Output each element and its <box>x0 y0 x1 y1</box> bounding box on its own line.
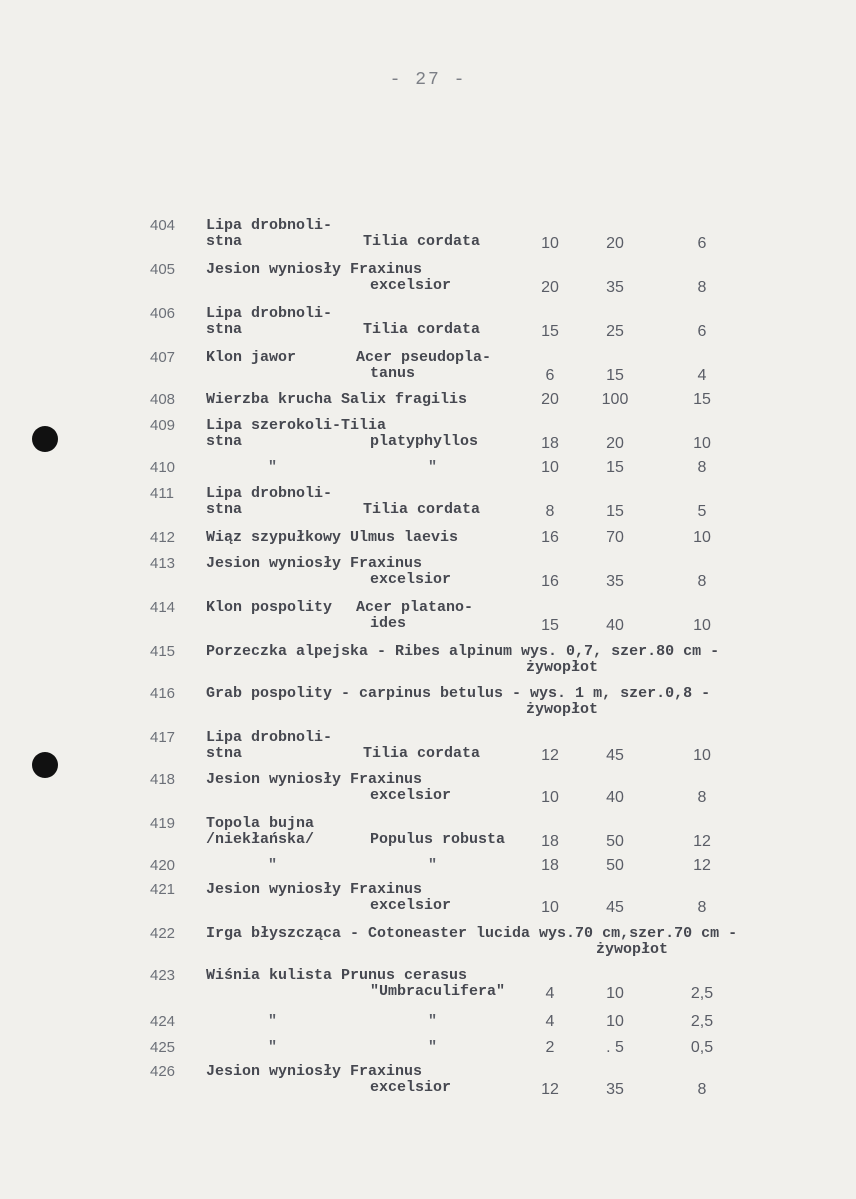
height-value: 16 <box>541 529 559 546</box>
diameter-value: 50 <box>606 857 624 874</box>
ditto-mark: " <box>268 1013 278 1030</box>
row-number: 411 <box>150 485 174 502</box>
height-value: 10 <box>541 899 559 916</box>
polish-name: Jesion wyniosły Fraxinus <box>206 1063 423 1080</box>
crown-value: 12 <box>693 833 711 850</box>
height-value: 18 <box>541 833 559 850</box>
ditto-mark: " <box>428 459 438 476</box>
height-value: 8 <box>545 503 555 520</box>
crown-value: 2,5 <box>690 1013 714 1030</box>
polish-name: Lipa drobnoli- <box>206 305 333 322</box>
crown-value: 4 <box>697 367 707 384</box>
height-value: 16 <box>541 573 559 590</box>
crown-value: 6 <box>697 323 707 340</box>
diameter-value: 40 <box>606 789 624 806</box>
row-number: 416 <box>150 685 176 702</box>
diameter-value: 35 <box>606 573 624 590</box>
diameter-value: 25 <box>606 323 624 340</box>
ditto-mark: " <box>428 1039 438 1056</box>
crown-value: 2,5 <box>690 985 714 1002</box>
latin-name: Tilia cordata <box>363 321 481 338</box>
polish-name: Topola bujna <box>206 815 315 832</box>
crown-value: 12 <box>693 857 711 874</box>
diameter-value: 70 <box>606 529 624 546</box>
crown-value: 8 <box>697 789 707 806</box>
hedge-note: Grab pospolity - carpinus betulus - wys. 1 m, szer.0,8 - <box>206 685 711 702</box>
latin-name: Tilia cordata <box>363 233 481 250</box>
height-value: 20 <box>541 279 559 296</box>
crown-value: 15 <box>693 391 711 408</box>
latin-name: Acer platano- <box>356 599 474 616</box>
latin-name-cont: excelsior <box>370 897 452 914</box>
row-number: 425 <box>150 1039 176 1056</box>
polish-name: Jesion wyniosły Fraxinus <box>206 881 423 898</box>
page-number: - 27 - <box>389 70 467 90</box>
height-value: 10 <box>541 459 559 476</box>
latin-name-cont: ides <box>370 615 407 632</box>
row-number: 407 <box>150 349 176 366</box>
crown-value: 0,5 <box>690 1039 714 1056</box>
polish-name: Klon pospolity <box>206 599 333 616</box>
row-number: 405 <box>150 261 176 278</box>
polish-name: Jesion wyniosły Fraxinus <box>206 261 423 278</box>
diameter-value: 20 <box>606 235 624 252</box>
latin-name: Acer pseudopla- <box>356 349 492 366</box>
latin-name: Populus robusta <box>370 831 506 848</box>
row-number: 421 <box>150 881 176 898</box>
height-value: 6 <box>545 367 555 384</box>
row-number: 406 <box>150 305 176 322</box>
row-number: 418 <box>150 771 176 788</box>
polish-name: Jesion wyniosły Fraxinus <box>206 771 423 788</box>
row-number: 417 <box>150 729 176 746</box>
height-value: 10 <box>541 789 559 806</box>
polish-name: Lipa drobnoli- <box>206 217 333 234</box>
ditto-mark: " <box>428 857 438 874</box>
ditto-mark: " <box>268 459 278 476</box>
polish-name-cont: /niekłańska/ <box>206 831 315 848</box>
row-number: 414 <box>150 599 176 616</box>
height-value: 15 <box>541 617 559 634</box>
row-number: 409 <box>150 417 176 434</box>
crown-value: 8 <box>697 279 707 296</box>
polish-name-cont: stna <box>206 745 243 762</box>
row-number: 423 <box>150 967 176 984</box>
polish-name: Klon jawor <box>206 349 297 366</box>
diameter-value: 35 <box>606 279 624 296</box>
diameter-value: 15 <box>606 459 624 476</box>
row-number: 410 <box>150 459 176 476</box>
diameter-value: 40 <box>606 617 624 634</box>
height-value: 18 <box>541 435 559 452</box>
row-number: 408 <box>150 391 176 408</box>
row-number: 426 <box>150 1063 176 1080</box>
diameter-value: 45 <box>606 899 624 916</box>
height-value: 4 <box>545 985 555 1002</box>
height-value: 10 <box>541 235 559 252</box>
polish-name: Jesion wyniosły Fraxinus <box>206 555 423 572</box>
row-number: 404 <box>150 217 176 234</box>
height-value: 15 <box>541 323 559 340</box>
polish-name: Wiśnia kulista Prunus cerasus <box>206 967 468 984</box>
polish-name: Wiąz szypułkowy Ulmus laevis <box>206 529 459 546</box>
height-value: 4 <box>545 1013 555 1030</box>
height-value: 2 <box>545 1039 555 1056</box>
hedge-note-cont: żywopłot <box>526 701 599 718</box>
polish-name: Lipa drobnoli- <box>206 729 333 746</box>
polish-name-cont: stna <box>206 233 243 250</box>
hedge-note-cont: żywopłot <box>526 659 599 676</box>
crown-value: 10 <box>693 435 711 452</box>
crown-value: 8 <box>697 1081 707 1098</box>
latin-name-cont: excelsior <box>370 277 452 294</box>
row-number: 415 <box>150 643 176 660</box>
diameter-value: 50 <box>606 833 624 850</box>
diameter-value: 10 <box>606 985 624 1002</box>
ditto-mark: " <box>268 1039 278 1056</box>
height-value: 18 <box>541 857 559 874</box>
latin-name-cont: excelsior <box>370 571 452 588</box>
row-number: 413 <box>150 555 176 572</box>
latin-name: Tilia cordata <box>363 501 481 518</box>
hedge-note: Irga błyszcząca - Cotoneaster lucida wys.70 cm,szer.70 cm - <box>206 925 738 942</box>
row-number: 419 <box>150 815 176 832</box>
height-value: 20 <box>541 391 559 408</box>
latin-name-cont: excelsior <box>370 787 452 804</box>
crown-value: 8 <box>697 899 707 916</box>
latin-name: Tilia cordata <box>363 745 481 762</box>
height-value: 12 <box>541 747 559 764</box>
polish-name: Lipa szerokoli-Tilia <box>206 417 387 434</box>
diameter-value: 15 <box>606 367 624 384</box>
polish-name-cont: stna <box>206 433 243 450</box>
latin-name-cont: excelsior <box>370 1079 452 1096</box>
diameter-value: 45 <box>606 747 624 764</box>
ditto-mark: " <box>428 1013 438 1030</box>
crown-value: 10 <box>693 617 711 634</box>
crown-value: 10 <box>693 747 711 764</box>
row-number: 420 <box>150 857 176 874</box>
crown-value: 5 <box>697 503 707 520</box>
latin-name-cont: tanus <box>370 365 416 382</box>
latin-name-cont: "Umbraculifera" <box>370 983 506 1000</box>
polish-name: Lipa drobnoli- <box>206 485 333 502</box>
crown-value: 6 <box>697 235 707 252</box>
row-number: 424 <box>150 1013 176 1030</box>
latin-name-cont: platyphyllos <box>370 433 479 450</box>
polish-name-cont: stna <box>206 501 243 518</box>
diameter-value: 35 <box>606 1081 624 1098</box>
height-value: 12 <box>541 1081 559 1098</box>
hedge-note: Porzeczka alpejska - Ribes alpinum wys. 0,7, szer.80 cm - <box>206 643 720 660</box>
diameter-value: 100 <box>601 391 629 408</box>
crown-value: 8 <box>697 573 707 590</box>
diameter-value: 15 <box>606 503 624 520</box>
crown-value: 10 <box>693 529 711 546</box>
row-number: 412 <box>150 529 176 546</box>
hedge-note-cont: żywopłot <box>596 941 669 958</box>
diameter-value: 10 <box>606 1013 624 1030</box>
polish-name-cont: stna <box>206 321 243 338</box>
crown-value: 8 <box>697 459 707 476</box>
polish-name: Wierzba krucha Salix fragilis <box>206 391 468 408</box>
diameter-value: 20 <box>606 435 624 452</box>
ditto-mark: " <box>268 857 278 874</box>
row-number: 422 <box>150 925 176 942</box>
diameter-value: . 5 <box>606 1039 624 1056</box>
